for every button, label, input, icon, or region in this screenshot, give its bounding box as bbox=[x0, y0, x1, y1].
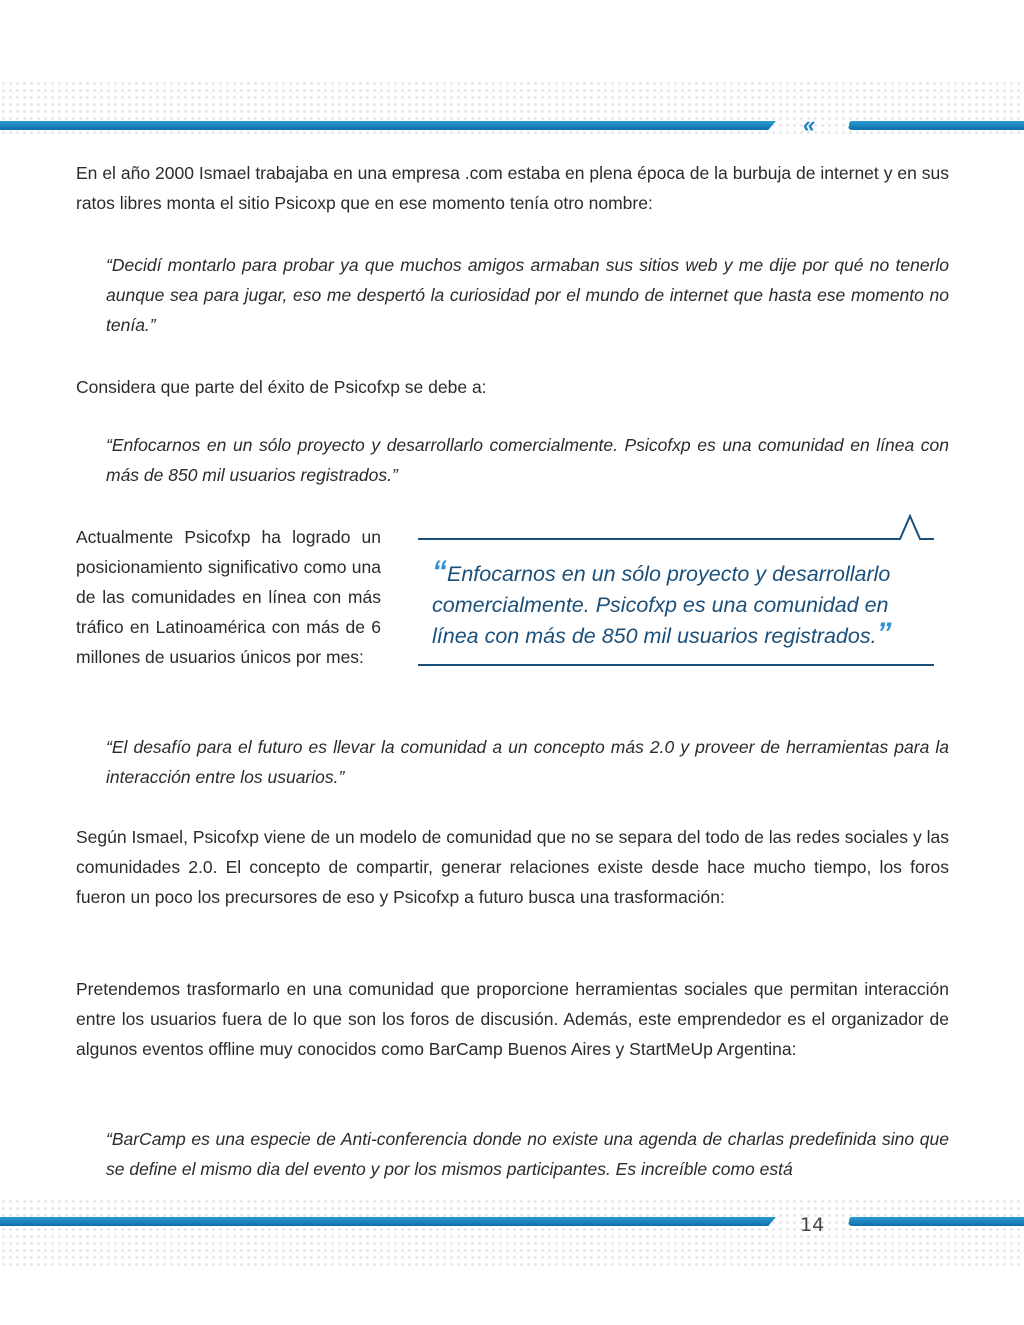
paragraph: Considera que parte del éxito de Psicofxp se debe a: bbox=[76, 377, 487, 397]
header-bar-right bbox=[848, 121, 1024, 130]
paragraph: Pretendemos trasformarlo en una comunidad que proporcione herramientas sociales que permitan interacción entre los usuarios fuera de lo que son los foros de discusión. Además, este emprendedor es el organizador de algunos eventos offline muy conocidos como BarCamp Buenos Aires y StartMeUp Argentina: bbox=[76, 979, 949, 1059]
body-q2 bbox=[76, 430, 949, 490]
pull-quote-body: Enfocarnos en un sólo proyecto y desarrollarlo comercialmente. Psicofxp es una comunidad en línea con más de 850 mil usuarios registrados. bbox=[432, 562, 891, 648]
double-chevron-left-icon: « bbox=[803, 112, 813, 137]
body-q3 bbox=[76, 732, 949, 792]
body-p2 bbox=[76, 372, 949, 402]
header-bar-left bbox=[0, 121, 776, 130]
footer-dot-pattern bbox=[0, 1198, 1024, 1270]
paragraph: Según Ismael, Psicofxp viene de un modelo de comunidad que no se separa del todo de las redes sociales y las comunidades 2.0. El concepto de compartir, generar relaciones existe desde hace mucho tiempo, los foros fueron un poco los precursores de eso y Psicofxp a futuro busca una trasformación: bbox=[76, 827, 949, 907]
pull-quote bbox=[418, 513, 934, 667]
quote: “El desafío para el futuro es llevar la comunidad a un concepto más 2.0 y proveer de herramientas para la interacción entre los usuarios.” bbox=[106, 737, 949, 787]
footer-bar-right bbox=[848, 1217, 1024, 1226]
body-p5 bbox=[76, 974, 949, 1064]
body-p4 bbox=[76, 822, 949, 912]
quote: “BarCamp es una especie de Anti-conferencia donde no existe una agenda de charlas predefinida sino que se define el mismo dia del evento y por los mismos participantes. Es increíble como está bbox=[106, 1129, 949, 1179]
paragraph: En el año 2000 Ismael trabajaba en una empresa .com estaba en plena época de la burbuja de internet y en sus ratos libres monta el sitio Psicoxp que en ese momento tenía otro nombre: bbox=[76, 163, 949, 213]
body-p3 bbox=[76, 522, 381, 672]
page-number: 14 bbox=[800, 1214, 825, 1236]
quote: “Decidí montarlo para probar ya que muchos amigos armaban sus sitios web y me dije por qué no tenerlo aunque sea para jugar, eso me despertó la curiosidad por el mundo de internet que hasta ese momento no tenía.” bbox=[106, 255, 949, 335]
body-q4 bbox=[76, 1124, 949, 1184]
footer-bar-left bbox=[0, 1217, 776, 1226]
body-q1 bbox=[76, 250, 949, 340]
pull-quote-text bbox=[432, 555, 932, 652]
close-quote-mark: ” bbox=[876, 617, 892, 650]
quote: “Enfocarnos en un sólo proyecto y desarrollarlo comercialmente. Psicofxp es una comunidad en línea con más de 850 mil usuarios registrados.” bbox=[106, 435, 949, 485]
open-quote-mark: “ bbox=[432, 555, 447, 588]
body-p1 bbox=[76, 158, 949, 218]
paragraph: Actualmente Psicofxp ha logrado un posicionamiento significativo como una de las comunidades en línea con más tráfico en Latinoamérica con más de 6 millones de usuarios únicos por mes: bbox=[76, 527, 381, 667]
